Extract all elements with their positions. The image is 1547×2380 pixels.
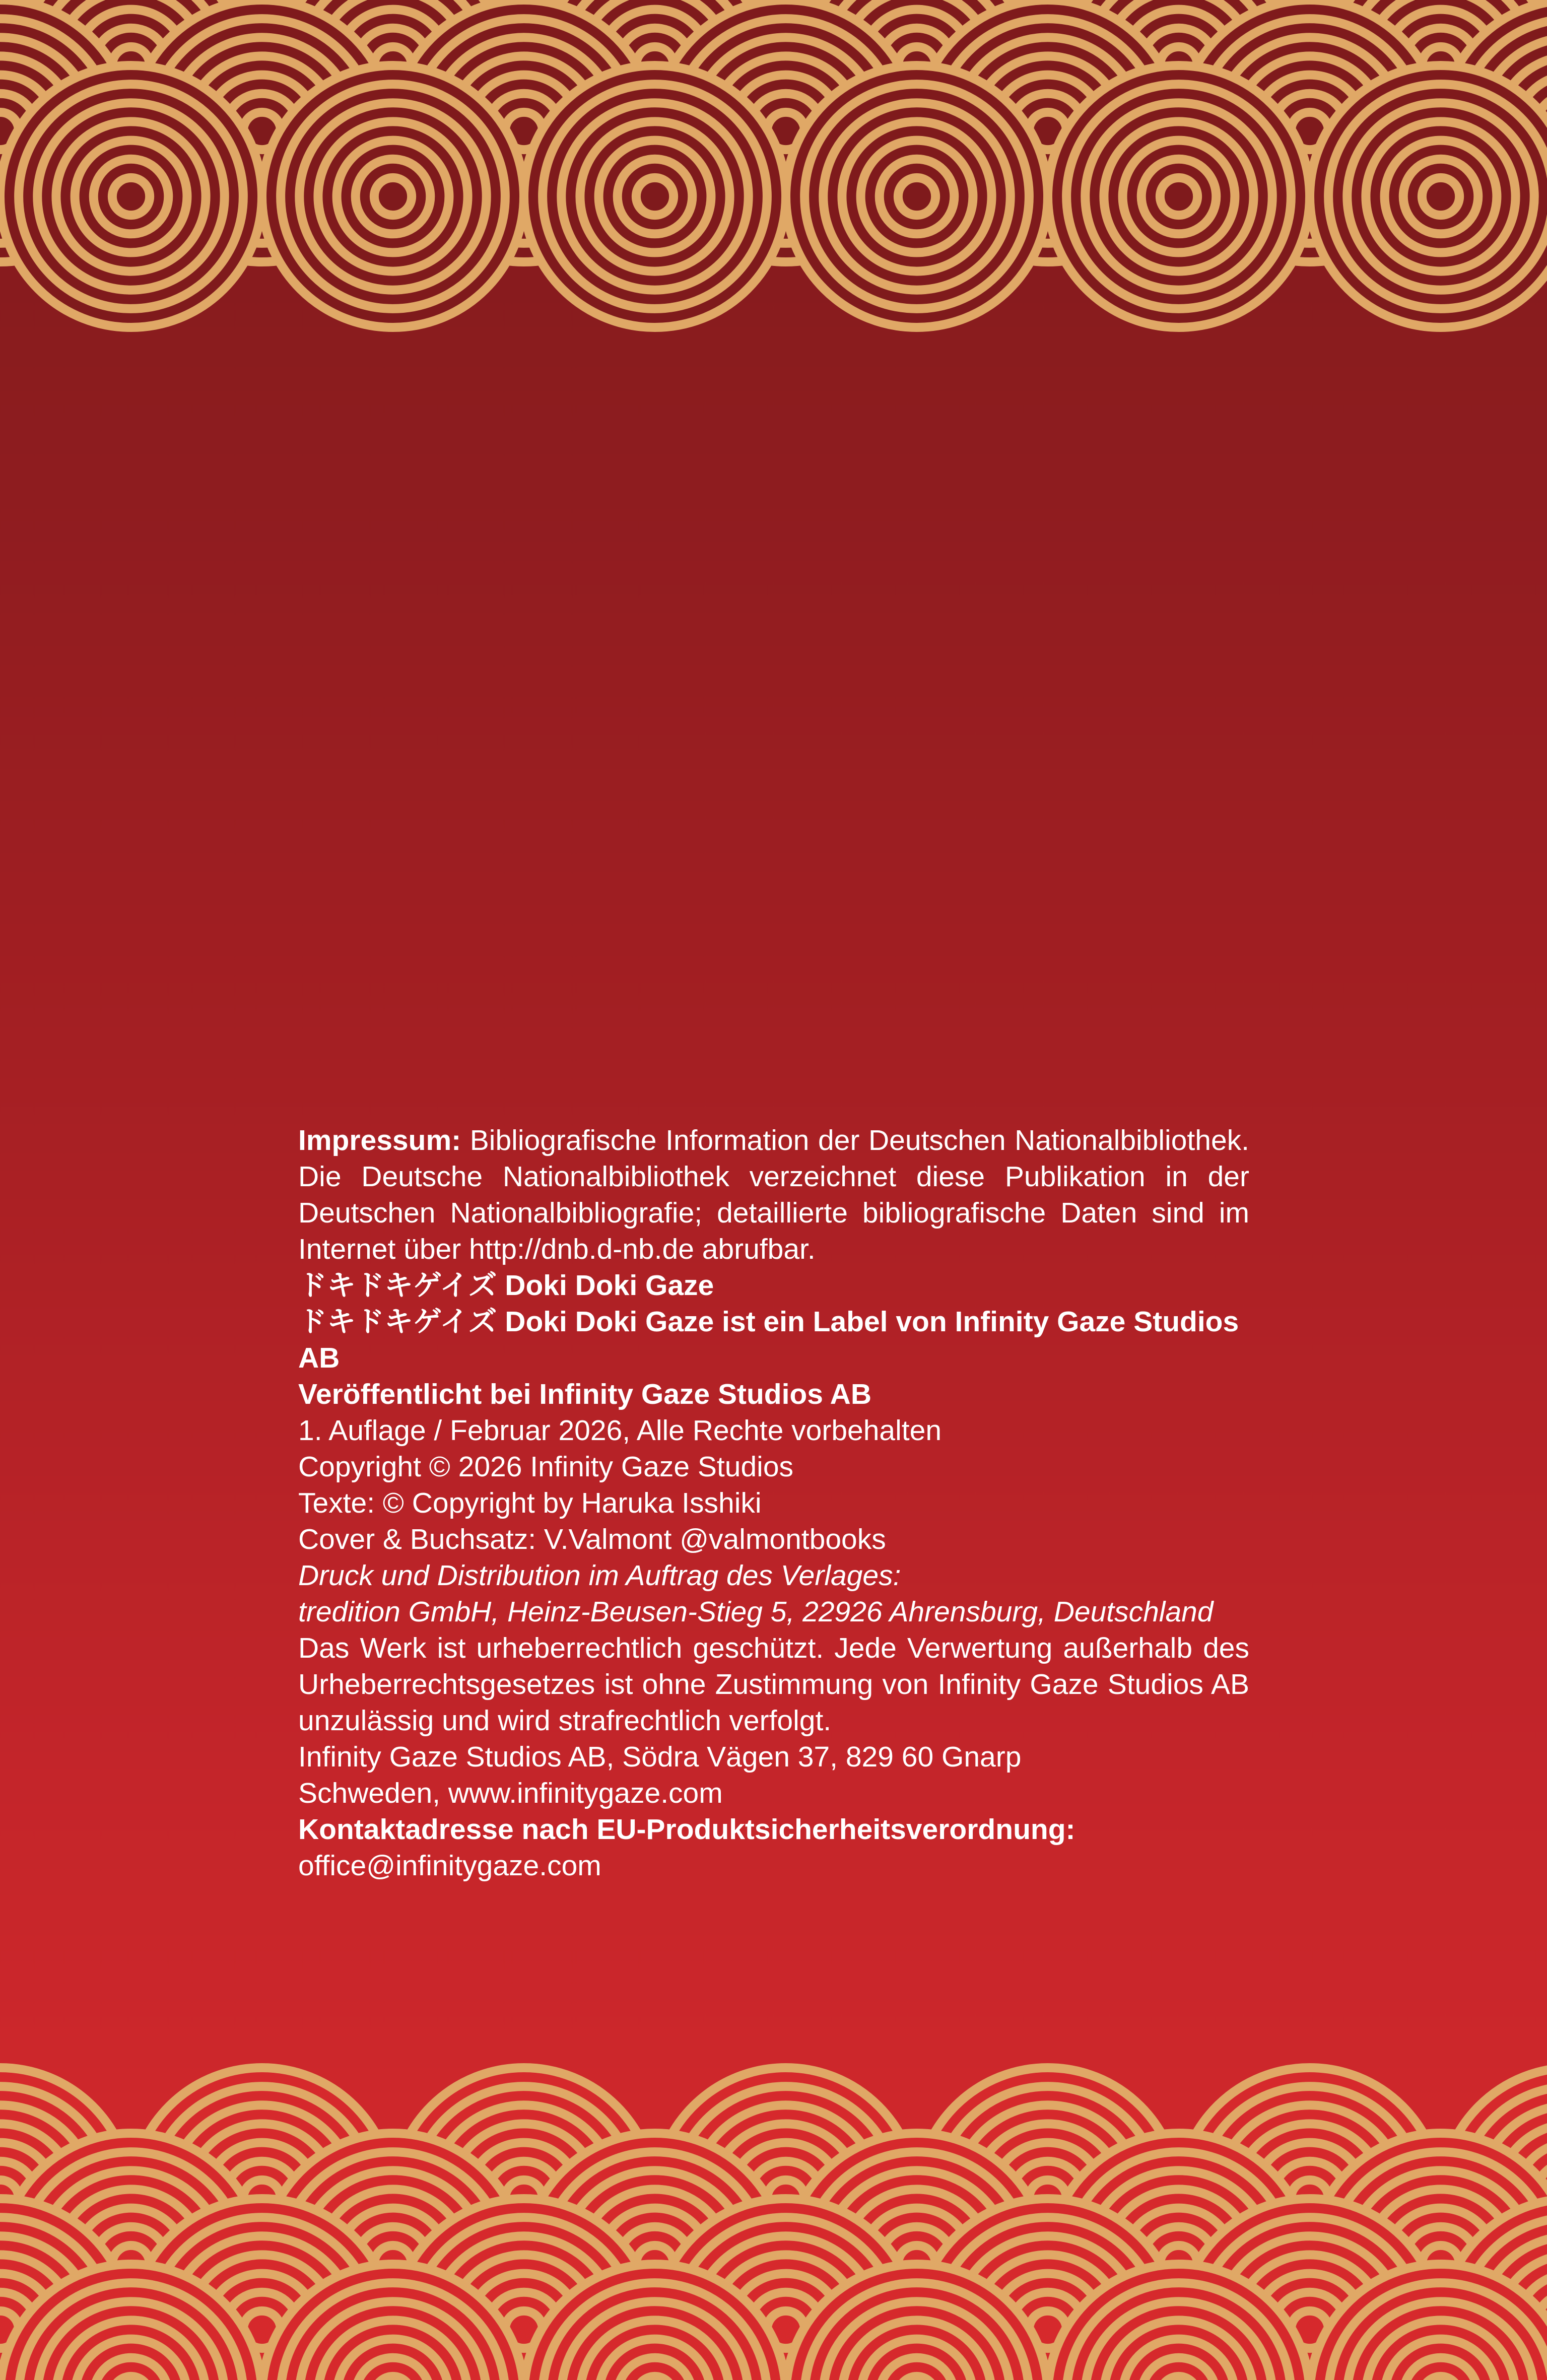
texts-credit: Texte: © Copyright by Haruka Isshiki — [298, 1487, 762, 1519]
wave-pattern-bottom — [0, 2058, 1547, 2380]
imprint-block — [298, 1122, 1249, 1884]
label-name: ドキドキゲイズ Doki Doki Gaze — [298, 1269, 714, 1302]
wave-pattern-top — [0, 0, 1547, 332]
imprint-heading: Impressum: — [298, 1124, 461, 1157]
published-by: Veröffentlicht bei Infinity Gaze Studios AB — [298, 1378, 871, 1410]
bottom-wave-ornament — [0, 2058, 1547, 2380]
imprint-intro-text: Bibliografische Information der Deutschen Nationalbibliothek. Die Deutsche Nationalbibliothek verzeichnet diese Publikation in der Deutschen Nationalbibliografie; detaillierte bibliografische Daten sind im Internet über http://dnb.d-nb.de abrufbar. — [298, 1124, 1249, 1265]
copyright: Copyright © 2026 Infinity Gaze Studios — [298, 1451, 794, 1483]
contact-email: office@infinitygaze.com — [298, 1850, 601, 1882]
imprint-intro — [298, 1122, 1249, 1267]
wave-fan — [524, 65, 786, 327]
wave-fan — [1048, 65, 1310, 327]
contact-heading: Kontaktadresse nach EU-Produktsicherheitsverordnung: — [298, 1813, 1075, 1846]
wave-fan — [0, 65, 262, 327]
publisher-address: Infinity Gaze Studios AB, Södra Vägen 37, 829 60 Gnarp Schweden, www.infinitygaze.com — [298, 1741, 1022, 1809]
print-address: tredition GmbH, Heinz-Beusen-Stieg 5, 22926 Ahrensburg, Deutschland — [298, 1596, 1214, 1628]
print-heading: Druck und Distribution im Auftrag des Verlages: — [298, 1559, 901, 1592]
protection-notice: Das Werk ist urheberrechtlich geschützt. Jede Verwertung außerhalb des Urheberrechtsgesetzes ist ohne Zustimmung von Infinity Gaze Studios AB unzulässig und wird strafrechtlich verfolgt. — [298, 1632, 1249, 1737]
wave-fan — [262, 65, 524, 327]
wave-fan — [1310, 65, 1547, 327]
top-wave-ornament — [0, 0, 1547, 332]
label-line: ドキドキゲイズ Doki Doki Gaze ist ein Label von Infinity Gaze Studios AB — [298, 1306, 1239, 1374]
edition: 1. Auflage / Februar 2026, Alle Rechte vorbehalten — [298, 1414, 942, 1447]
wave-fan — [786, 65, 1048, 327]
cover-credit: Cover & Buchsatz: V.Valmont @valmontbooks — [298, 1523, 886, 1555]
